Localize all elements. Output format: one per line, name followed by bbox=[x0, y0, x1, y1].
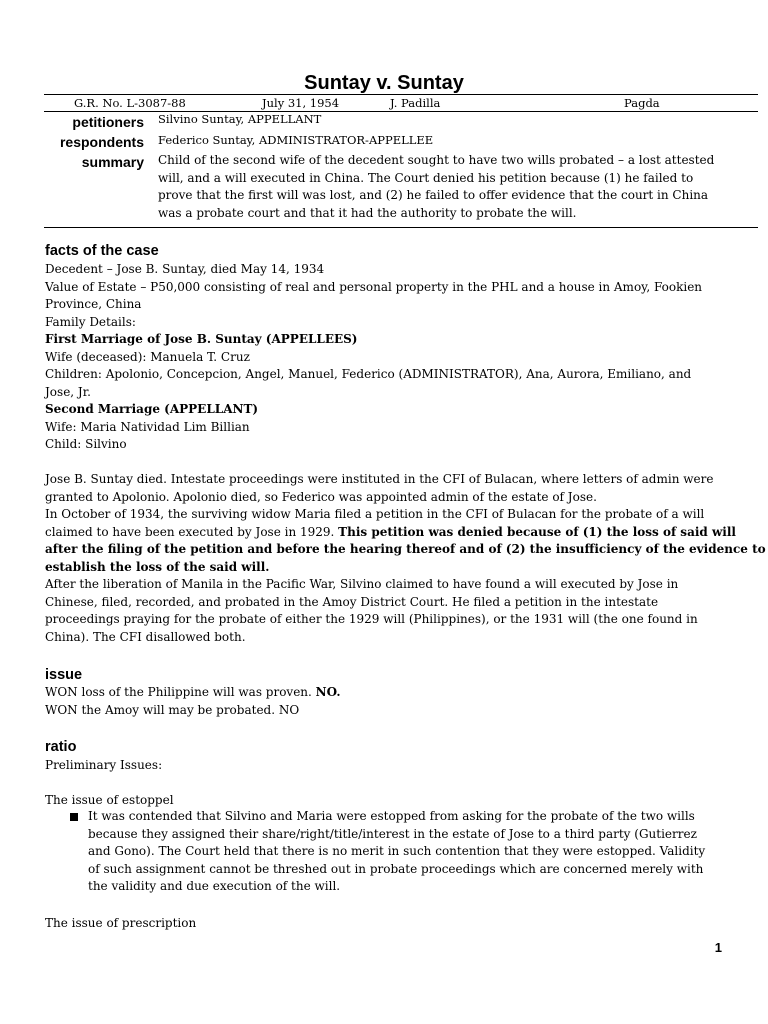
first-marriage-heading: First Marriage of Jose B. Suntay (APPELLEES) bbox=[45, 332, 358, 346]
digest-author: Pagda bbox=[624, 96, 660, 110]
second-child: Child: Silvino bbox=[45, 437, 127, 451]
first-children-cont: Jose, Jr. bbox=[45, 384, 91, 399]
header-rule-bottom bbox=[44, 227, 758, 228]
second-marriage-heading: Second Marriage (APPELLANT) bbox=[45, 402, 259, 416]
facts-narrative bbox=[45, 471, 766, 646]
summary-line: will, and a will executed in China. The Court denied his petition because (1) he failed to bbox=[158, 170, 694, 185]
narrative-line: proceedings praying for the probate of either the 1929 will (Philippines), or the 1931 will (the one found in bbox=[45, 612, 698, 626]
petitioners-label: petitioners bbox=[72, 114, 144, 130]
prescription-heading: The issue of prescription bbox=[45, 916, 197, 930]
facts-family: Family Details: bbox=[45, 314, 136, 329]
first-wife: Wife (deceased): Manuela T. Cruz bbox=[45, 349, 250, 364]
issue-answer: NO. bbox=[315, 685, 341, 699]
summary-line: Child of the second wife of the decedent sought to have two wills probated – a lost attested bbox=[158, 153, 715, 167]
issue-heading: issue bbox=[45, 667, 83, 683]
petitioners-value: Silvino Suntay, APPELLANT bbox=[158, 112, 322, 126]
ratio-preliminary: Preliminary Issues: bbox=[45, 758, 163, 772]
issue-plain: WON loss of the Philippine will was proven. bbox=[45, 685, 316, 699]
summary-label: summary bbox=[81, 154, 144, 170]
narrative-line bbox=[45, 524, 736, 542]
issue-line bbox=[45, 684, 725, 702]
facts-body bbox=[45, 261, 725, 454]
first-children: Children: Apolonio, Concepcion, Angel, Manuel, Federico (ADMINISTRATOR), Ana, Aurora, Emiliano, and bbox=[45, 367, 692, 381]
narrative-line-bold: establish the loss of the said will. bbox=[45, 559, 270, 574]
narrative-line: After the liberation of Manila in the Pacific War, Silvino claimed to have found a will executed by Jose in bbox=[45, 577, 679, 591]
estoppel-bullet bbox=[70, 808, 710, 896]
summary-line: prove that the first will was lost, and (2) he failed to offer evidence that the court in China bbox=[158, 188, 709, 202]
narrative-line: China). The CFI disallowed both. bbox=[45, 629, 246, 644]
ratio-heading: ratio bbox=[45, 739, 77, 755]
bullet-line: the validity and due execution of the will. bbox=[88, 879, 341, 893]
header-rule-top bbox=[44, 94, 758, 95]
header-rule-mid bbox=[44, 111, 758, 112]
facts-estate-cont: Province, China bbox=[45, 297, 142, 311]
bullet-line: It was contended that Silvino and Maria were estopped from asking for the probate of the two wills bbox=[88, 809, 695, 823]
decision-date: July 31, 1954 bbox=[262, 96, 340, 110]
bullet-line: because they assigned their share/right/title/interest in the estate of Jose to a third party (Gutierrez bbox=[88, 826, 697, 841]
bullet-line: and Gono). The Court held that there is no merit in such contention that they were estopped. Validity bbox=[88, 844, 706, 858]
second-wife: Wife: Maria Natividad Lim Billian bbox=[45, 419, 250, 434]
issue-line: WON the Amoy will may be probated. NO bbox=[45, 702, 300, 717]
facts-estate: Value of Estate – P50,000 consisting of real and personal property in the PHL and a house in Amoy, Fookien bbox=[45, 279, 703, 294]
bullet-line: of such assignment cannot be threshed out in probate proceedings which are concerned merely with bbox=[88, 861, 704, 876]
narrative-line: Jose B. Suntay died. Intestate proceedings were instituted in the CFI of Bulacan, where letters of admin were bbox=[45, 472, 714, 486]
narrative-bold: This petition was denied because of (1) the loss of said will bbox=[338, 524, 736, 539]
summary-text bbox=[158, 152, 714, 222]
narrative-line: granted to Apolonio. Apolonio died, so Federico was appointed admin of the estate of Jose. bbox=[45, 489, 597, 504]
narrative-plain: claimed to have been executed by Jose in 1929. bbox=[45, 524, 339, 539]
respondents-value: Federico Suntay, ADMINISTRATOR-APPELLEE bbox=[158, 133, 434, 147]
summary-line: was a probate court and that it had the authority to probate the will. bbox=[158, 205, 577, 220]
facts-heading: facts of the case bbox=[45, 243, 159, 259]
narrative-line-bold: after the filing of the petition and before the hearing thereof and of (2) the insufficiency of the evidence to bbox=[45, 542, 766, 556]
estoppel-heading: The issue of estoppel bbox=[45, 793, 174, 807]
ponente: J. Padilla bbox=[390, 96, 441, 110]
gr-number: G.R. No. L-3087-88 bbox=[74, 96, 186, 110]
issue-body bbox=[45, 684, 725, 719]
respondents-label: respondents bbox=[59, 134, 144, 150]
page-number: 1 bbox=[714, 940, 722, 955]
narrative-line: In October of 1934, the surviving widow Maria filed a petition in the CFI of Bulacan for the probate of a will bbox=[45, 507, 705, 521]
narrative-line: Chinese, filed, recorded, and probated in the Amoy District Court. He filed a petition in the intestate bbox=[45, 594, 659, 609]
case-title: Suntay v. Suntay bbox=[304, 72, 464, 94]
facts-decedent: Decedent – Jose B. Suntay, died May 14, 1934 bbox=[45, 262, 325, 276]
